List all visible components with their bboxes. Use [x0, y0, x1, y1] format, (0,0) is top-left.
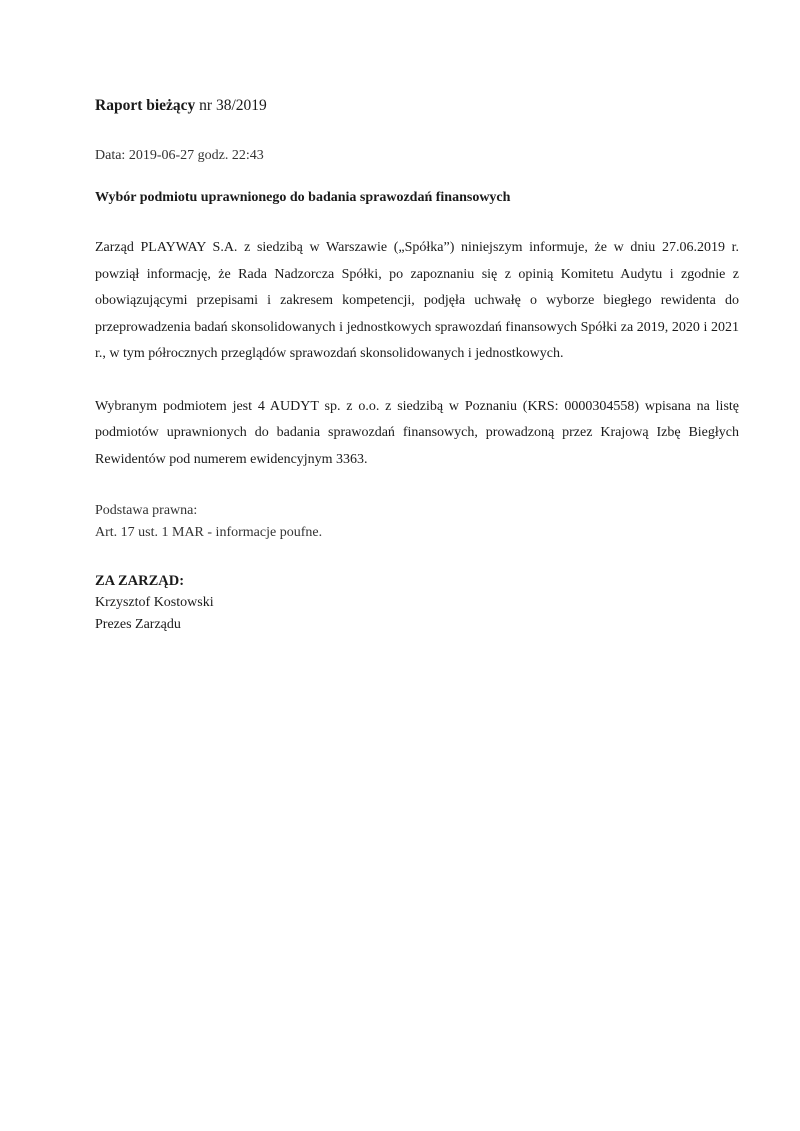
report-subject: Wybór podmiotu uprawnionego do badania sprawozdań finansowych: [95, 190, 511, 205]
body-paragraph-1: Zarząd PLAYWAY S.A. z siedzibą w Warszawie („Spółka”) niniejszym informuje, że w dniu 27.06.2019 r. powziął informację, że Rada Nadzorcza Spółki, po zapoznaniu się z opinią Komitetu Audytu i zgodnie z obowiązującymi przepisami i zakresem kompetencji, podjęła uchwałę o wyborze biegłego rewidenta do przeprowadzenia badań skonsolidowanych i jednostkowych sprawozdań finansowych Spółki za 2019, 2020 i 2021 r., w tym półrocznych przeglądów sprawozdań skonsolidowanych i jednostkowych.: [95, 240, 739, 361]
report-title: [95, 96, 739, 116]
body-paragraph-2: Wybranym podmiotem jest 4 AUDYT sp. z o.o. z siedzibą w Poznaniu (KRS: 0000304558) wpisana na listę podmiotów uprawnionych do badania sprawozdań finansowych, prowadzoną przez Krajową Izbę Biegłych Rewidentów pod numerem ewidencyjnym 3363.: [95, 398, 739, 467]
report-number: nr 38/2019: [199, 97, 267, 114]
signature-role: Prezes Zarządu: [95, 617, 181, 632]
report-document: [95, 96, 739, 636]
signature-name: Krzysztof Kostowski: [95, 595, 214, 610]
report-date: Data: 2019-06-27 godz. 22:43: [95, 148, 264, 163]
signature-heading: ZA ZARZĄD:: [95, 573, 185, 589]
legal-basis-label: Podstawa prawna:: [95, 503, 198, 518]
legal-basis: [95, 500, 739, 544]
signature-block: [95, 570, 739, 636]
report-title-label: Raport bieżący: [95, 97, 196, 114]
legal-basis-value: Art. 17 ust. 1 MAR - informacje poufne.: [95, 525, 323, 540]
